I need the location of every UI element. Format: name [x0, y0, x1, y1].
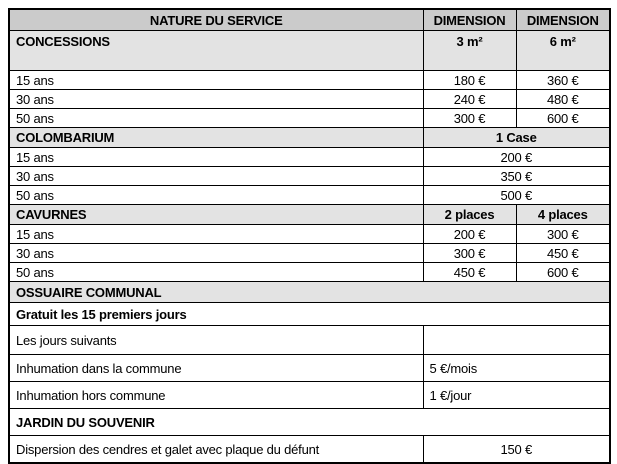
cavurnes-section-row — [9, 205, 610, 225]
price-cell: 1 €/jour — [423, 382, 610, 409]
price-cell: 300 € — [516, 225, 610, 244]
concessions-title: CONCESSIONS — [9, 31, 423, 71]
price-cell: 450 € — [516, 244, 610, 263]
price-cell: 480 € — [516, 90, 610, 109]
colombarium-row-30ans — [9, 167, 610, 186]
price-cell: 300 € — [423, 244, 516, 263]
price-cell: 360 € — [516, 71, 610, 90]
concessions-row-30ans — [9, 90, 610, 109]
price-cell: 350 € — [423, 167, 610, 186]
colombarium-dim-1case: 1 Case — [423, 128, 610, 148]
concessions-section-row — [9, 31, 610, 71]
colombarium-title: COLOMBARIUM — [9, 128, 423, 148]
duration-label: 15 ans — [9, 71, 423, 90]
price-cell: 300 € — [423, 109, 516, 128]
price-cell: 450 € — [423, 263, 516, 282]
header-dimension-2: DIMENSION — [516, 9, 610, 31]
duration-label: 50 ans — [9, 186, 423, 205]
ossuaire-row-inhumation-hors-commune — [9, 382, 610, 409]
ossuaire-free-row — [9, 303, 610, 326]
duration-label: 30 ans — [9, 167, 423, 186]
ossuaire-row-jours-suivants — [9, 326, 610, 355]
concessions-row-15ans — [9, 71, 610, 90]
duration-label: 30 ans — [9, 244, 423, 263]
duration-label: 15 ans — [9, 148, 423, 167]
concessions-dim-6m2: 6 m² — [516, 31, 610, 71]
cemetery-fees-table — [8, 8, 611, 464]
cavurnes-title: CAVURNES — [9, 205, 423, 225]
ossuaire-title: OSSUAIRE COMMUNAL — [9, 282, 610, 303]
service-label: Inhumation hors commune — [9, 382, 423, 409]
service-label: Inhumation dans la commune — [9, 355, 423, 382]
cavurnes-dim-4places: 4 places — [516, 205, 610, 225]
jardin-title: JARDIN DU SOUVENIR — [9, 409, 610, 436]
price-cell: 500 € — [423, 186, 610, 205]
service-label: Les jours suivants — [9, 326, 423, 355]
price-cell: 200 € — [423, 148, 610, 167]
cavurnes-dim-2places: 2 places — [423, 205, 516, 225]
duration-label: 15 ans — [9, 225, 423, 244]
concessions-dim-3m2: 3 m² — [423, 31, 516, 71]
duration-label: 50 ans — [9, 109, 423, 128]
price-cell: 150 € — [423, 436, 610, 464]
colombarium-row-15ans — [9, 148, 610, 167]
cavurnes-row-50ans — [9, 263, 610, 282]
colombarium-section-row — [9, 128, 610, 148]
duration-label: 30 ans — [9, 90, 423, 109]
service-label: Dispersion des cendres et galet avec plaque du défunt — [9, 436, 423, 464]
price-cell: 200 € — [423, 225, 516, 244]
ossuaire-section-row — [9, 282, 610, 303]
price-cell: 5 €/mois — [423, 355, 610, 382]
cavurnes-row-30ans — [9, 244, 610, 263]
price-cell: 240 € — [423, 90, 516, 109]
price-cell: 180 € — [423, 71, 516, 90]
table-header-row — [9, 9, 610, 31]
ossuaire-row-inhumation-commune — [9, 355, 610, 382]
jardin-section-row — [9, 409, 610, 436]
colombarium-row-50ans — [9, 186, 610, 205]
concessions-row-50ans — [9, 109, 610, 128]
duration-label: 50 ans — [9, 263, 423, 282]
price-cell: 600 € — [516, 109, 610, 128]
jardin-row-dispersion — [9, 436, 610, 464]
price-cell-empty — [423, 326, 610, 355]
ossuaire-free-note: Gratuit les 15 premiers jours — [9, 303, 610, 326]
cavurnes-row-15ans — [9, 225, 610, 244]
header-dimension-1: DIMENSION — [423, 9, 516, 31]
header-nature-du-service: NATURE DU SERVICE — [9, 9, 423, 31]
price-cell: 600 € — [516, 263, 610, 282]
